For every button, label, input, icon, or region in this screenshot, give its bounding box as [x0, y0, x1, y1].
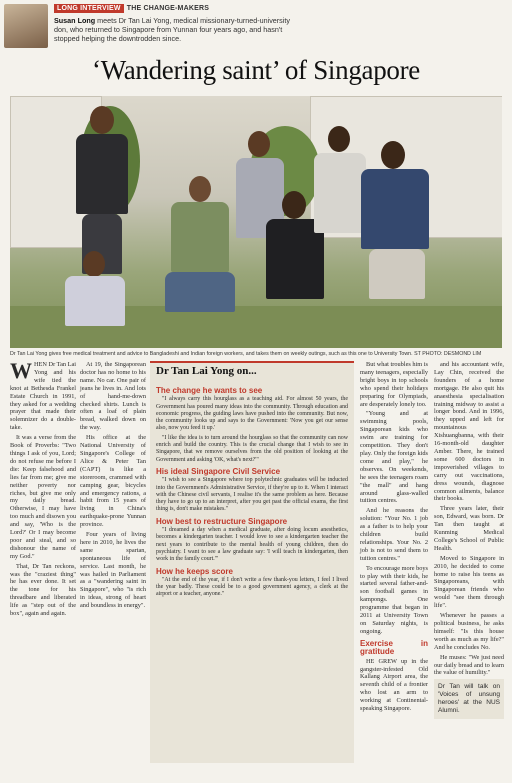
group-photo [10, 96, 502, 348]
sidebar-paragraph: "I like the idea is to turn around the hourglass so that the community can now enrich and build the country. This is the crucial change that I wish to see in Singapore, that we remove ourselves from the old position of looking at the Government and asking 'OK, what's next?'" [156, 434, 348, 463]
photo-caption: Dr Tan Lai Yong gives free medical treatment and advice to Bangladeshi and Indian foreign workers, and takes them on weekly outings, such as this one to University Town. ST PHOTO: DESMOND LIM [10, 351, 482, 357]
sidebar-box [150, 361, 354, 763]
intro-blurb [54, 16, 294, 44]
sidebar-heading: The change he wants to see [156, 386, 263, 395]
column-4 [434, 361, 504, 719]
author-name: Susan Long [54, 16, 96, 25]
column-2 [80, 361, 146, 612]
section-heading: Exercise in gratitude [360, 638, 428, 656]
paragraph: At 19, the Singaporean doctor has no home to his name. No car. One pair of jeans he lives in. And lots of hand-me-down checked shirts. Lunch is often a loaf of plain bread, walked down on the way. [80, 361, 146, 432]
sidebar-heading: How he keeps score [156, 566, 233, 576]
paragraph: It was a verse from the Book of Proverbs: "Two things I ask of you, Lord; do not refuse me before I die: Keep falsehood and lies far from me; give me neither poverty nor riches, but give me only my daily bread. Otherwise, I may have too much and disown you and say, 'Who is the Lord?' Or I may become poor and steal, and so dishonour the name of my God." [10, 434, 76, 560]
paragraph: Moved to Singapore in 2010, he decided to come home to raise his teens as Singaporeans, with Singaporean friends who would "see them through life". [434, 554, 504, 610]
column-3 [360, 361, 428, 715]
sidebar-heading: How best to restructure Singapore [156, 516, 288, 526]
paragraph: Whenever he passes a political business, he asks himself: "Is this house worth as much as my life?" And he concludes No. [434, 612, 504, 651]
section-tag [54, 5, 209, 12]
sidebar-paragraph: "At the end of the year, if I don't write a few thank-you letters, I feel I lived the year badly. These could be to a good government agency, a clerk at the airport or a teacher, anyone." [156, 576, 348, 598]
paragraph: HE GREW up in the gangster-infested Old Kallang Airport area, the seventh child of a frontier who lost an arm to working at Continental-speaking Singapore. [360, 657, 428, 713]
paragraph: He muses: "We just need our daily bread and to learn the value of humility." [434, 653, 504, 677]
paragraph: Three years later, their son, Edward, was born. Dr Tan then taught at Kunming Medical College's School of Public Health. [434, 505, 504, 552]
paragraph: His office at the National University of Singapore's College of Alice & Peter Tan (CAPT) is like a storeroom, crammed with camping gear, bicycles and emergency rations, a habit from 15 years of living in China's earthquake-prone Yunnan province. [80, 434, 146, 529]
column-1 [10, 358, 76, 620]
series-name: THE CHANGE-MAKERS [126, 5, 210, 12]
sidebar-paragraph: "I dreamed a day when a medical graduate, after doing locum anesthetics, becomes a kindergarten teacher. I would love to see a kindergarten teacher the next years to contribute to the mental health of young children, then do psychiatry. I want to see a law graduate say: 'I will teach in kindergarten, then work in the family court.'" [156, 527, 348, 563]
paragraph: But what troubles him is many teenagers, especially bright boys in top schools who spend their holidays preparing for Olympiads, are desperately lonely too. [360, 361, 428, 408]
paragraph: To encourage more boys to play with their kids, he started several father-and-son football games in kampongs. One programme that began in 2011 at University Town on Saturday nights, is ongoing. [360, 564, 428, 635]
intro-text: meets Dr Tan Lai Yong, medical missionary-turned-university don, who returned to Singapore from Yunnan four years ago, and hasn't stopped helping the downtrodden since. [54, 16, 290, 44]
sidebar-heading: His ideal Singapore Civil Service [156, 466, 281, 476]
headline: ‘Wandering saint’ of Singapore [92, 55, 420, 85]
sidebar-paragraph: "I always carry this hourglass as a teaching aid. For almost 50 years, the Government has poured many ideas into the community. Through education and economic progress, the guiding laws have pushed into the community. But now, the community looks up and says to the Government: 'Now you get our sense also, now you feed it up.' [156, 396, 348, 432]
paragraph: That, Dr Tan reckons, was the "craziest thing" he has ever done. It set the tone for his threadbare and liberated life as "step out of the box", again and again. [10, 562, 76, 618]
section-label: LONG INTERVIEW [54, 4, 124, 13]
drop-cap: W [10, 358, 32, 383]
paragraph: And he reasons the solution: "Your No. 1 job as a father is to help your children build relationships. Your No. 2 job is not to send them to tuition centres." [360, 507, 428, 562]
author-photo [4, 4, 48, 48]
footnote: Dr Tan will talk on 'Voices of unsung heroes' at the NUS Alumni. [434, 679, 504, 719]
sidebar-paragraph: "I wish to see a Singapore where top polytechnic graduates will be inducted into the Government's Administrative Service, if they're up to it. When I interact with the Chinese civil servants, I realise it's the same problem as here. Because they have to go up to an interpret, after you get past the official exams, the first thing is, don't make mistakes." [156, 477, 348, 513]
lead-paragraph: WHEN Dr Tan Lai Yong and his wife tied the knot at Bethesda Frankel Estate Church in 1991, they asked for a wedding prayer that made their solemnizer do a double-take. [10, 358, 76, 432]
sidebar-body [150, 379, 354, 605]
paragraph: and his accountant wife, Lay Chin, received the founders of a home mortgage. He also quit his anaesthesia specialisation training midway to assist a longer bond. And in 1996, they upped and left for mountainous Xishuangbanna, with their 16-month-old daughter Amber. There, he trained some 600 doctors in impoverished villages to carry out vaccinations, dress wounds, diagnose common ailments, balance their books. [434, 361, 504, 503]
paragraph: Four years of living here in 2010, he lives the same spartan, spontaneous life of service. Last month, he was hailed in Parliament as a "wandering saint in Singapore", who "is rich in ideas, strong of heart and boundless in energy". [80, 531, 146, 610]
sidebar-title: Dr Tan Lai Yong on... [156, 365, 257, 377]
paragraph: "Young and at swimming pools, Singaporean kids who swim are training for competition. They don't play. Only the foreign kids come and play," he observes. On weekends, he sees the teenagers roam "the mall" and hang around glass-walled tuition centres. [360, 410, 428, 505]
